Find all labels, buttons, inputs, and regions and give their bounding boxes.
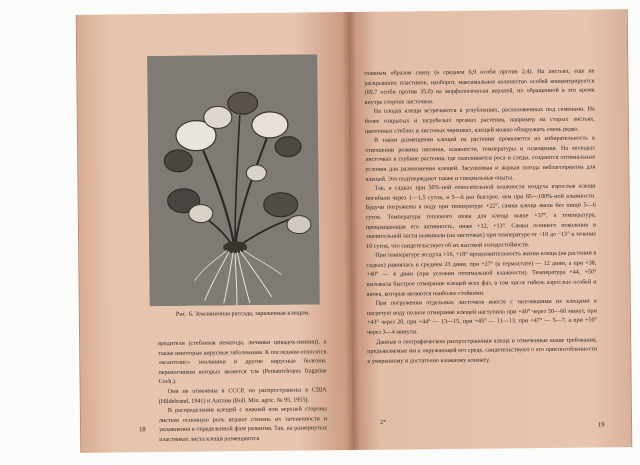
paragraph: На плодах клещи встречаются в углублениях, расположенных под семенами. На более открытых и загрубелых органах растения, например на старых листьях, цветочных стеблях и листовых черешках, клещей можно обнаружить очень редко. bbox=[364, 106, 595, 135]
signature-mark: 2* bbox=[379, 419, 387, 426]
paragraph: главным образом снизу (в среднем 6,9 особи против 2,4). На листьях, еще не раскрывших пластинок, наоборот, максимальное количество особей концентрируется (69,7 особи против 35,0) на морфологически верхней, но обращенной в это время внутрь стороне листочков. bbox=[364, 68, 595, 106]
open-book bbox=[76, 9, 633, 453]
paragraph: При температуре воздуха +16, +18° продолжительность жизни клеща (на растении в садках) равнялась в среднем 23 дням, при +27° (в термостате) — 12 дням, а при +38, +40° — 4 дням (при условии оптимальной влажности). Температура +44, +50° вызывала быстрое отмирание клещей всех фаз, в том числе гибель взрослых особей и яичек, которые являются наиболее стойкими. bbox=[366, 250, 597, 298]
left-page-body bbox=[158, 338, 327, 445]
paragraph: В распределении клещей с нижней или верхней стороны листьев основную роль играют степень их затененности и увлажнения в определенной фазе развития. Так, на развернутых пластинках листа клещи размещаются bbox=[158, 406, 328, 443]
paragraph: Они не отмечены в СССР, но распространены в США (Hildebrand, 1941) и Англии (Bull. Min. agric. № 95, 1955). bbox=[158, 387, 327, 405]
page-number-left: 18 bbox=[139, 426, 146, 434]
paragraph: вредители (стеблевая нематода, личинки цикадок-пенниц), а также некоторые вирусные заболевания. К последним относятся «ксантозис» земляники и другие вирусные болезни, переносчиком которых является тля (Pentatrichopus fragariae Coch.). bbox=[158, 339, 327, 386]
figure-strawberry-seedling bbox=[147, 54, 320, 306]
paragraph: В таком размещении клещей на растении проявляется их избирательность в отношении режима питания, влажности, температуры и освещения. На молодых листочках в глубине растения, где скапливается роса и следы, создаются оптимальные условия для размножения клещей. Засушливая и жаркая погода неблагоприятна для клещей. Это подтверждают также и специальные опыты. bbox=[365, 135, 596, 183]
figure-caption: Рис. 6. Земляничная рассада, зараженная клещом. bbox=[175, 309, 310, 318]
paragraph: При погружении отдельных листочков вместе с заселявшими их клещами в нагретую воду полное отмирание клещей наступило при +40° через 50—60 минут, при +43° через 20, при +44° — 13—15, при +45° — 11—13, при +47° — 5—7, а при +50° через 3—4 минуты. bbox=[366, 298, 597, 336]
paragraph: Так, в садках при 50%-ной относительной влажности воздуха взрослые клещи погибали через 1—1,5 суток, в 5—6 раз быстрее, чем при 85—100%-ной влажности. Будучи погружены в воду при температуре +22°, самки клеща жили без пищи 5—6 суток. Температура теплового шока для клеща выше +37°, а температура, прекращающая его активность, ниже +12, +13°. Самки осеннего поколения в значительной части выживали (на листочках) при температуре от −10 до −15° в течение 10 суток, что свидетельствует об их высокой холодостойкости. bbox=[365, 183, 597, 250]
page-number-right: 19 bbox=[598, 421, 605, 429]
left-page bbox=[76, 12, 353, 453]
paragraph: Данные о географическом распространении клеща и отмеченные выше требования, предъявляемые им к окружающей его среде, свидетельствуют о его приспособленности к умеренному и достаточно влажному климату. bbox=[367, 337, 598, 365]
right-page bbox=[348, 9, 633, 450]
strawberry-seedling-photo bbox=[147, 54, 320, 306]
right-page-body bbox=[364, 67, 597, 367]
